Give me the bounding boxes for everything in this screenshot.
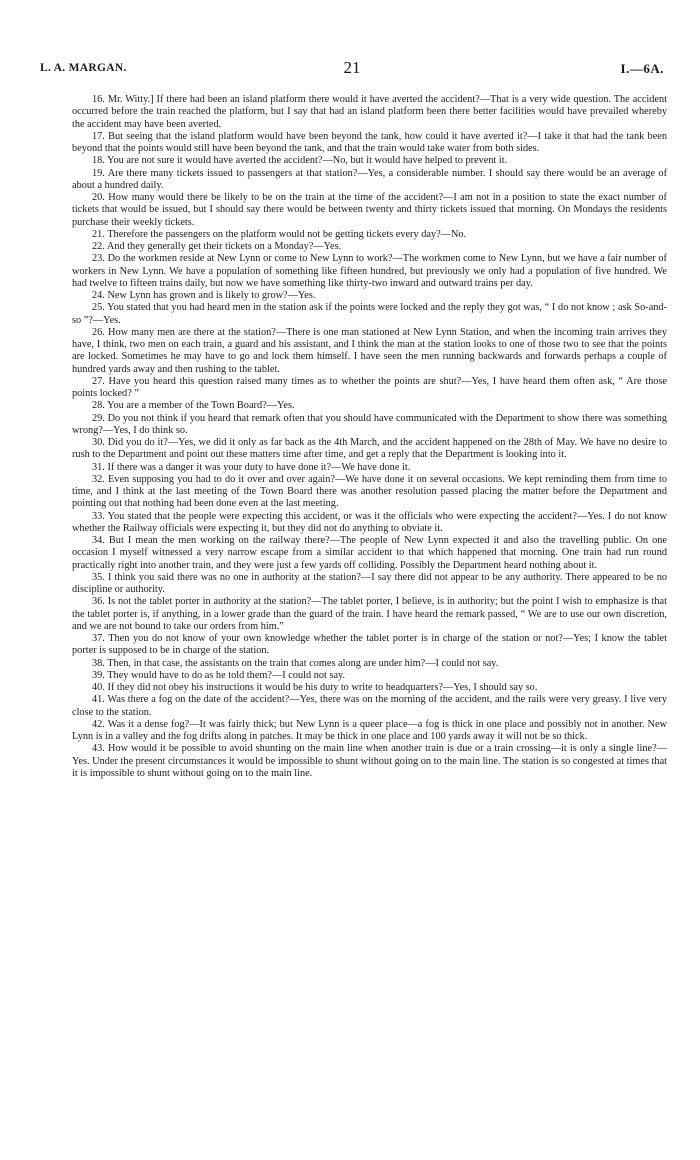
paragraph-21: 21. Therefore the passengers on the platform would not be getting tickets every day?—No. (92, 228, 467, 240)
paragraph-37: 37. Then you do not know of your own knowledge whether the tablet porter is in charge of the station or not?—Yes; I know the tablet porter is supposed to be in charge of the station. (72, 633, 667, 657)
section-code: I.—6A. (620, 61, 664, 76)
paragraph-24: 24. New Lynn has grown and is likely to grow?—Yes. (92, 290, 316, 301)
paragraph-29: 29. Do you not think if you heard that remark often that you should have communicated with the Department to show there was something wrong?—Yes, I do think so. (72, 412, 667, 436)
paragraph-22: 22. And they generally get their tickets on a Monday?—Yes. (92, 241, 342, 252)
paragraph-35: 35. I think you said there was no one in authority at the station?—I say there did not appear to be any authority. There appeared to be no discipline or authority. (72, 571, 667, 595)
paragraph-42: 42. Was it a dense fog?—It was fairly thick; but New Lynn is a queer place—a fog is thick in one place and possibly not in another. New Lynn is in a valley and the fog drifts along in patches. It may be thick in one place and 100 yards away it will not be so thick. (72, 718, 667, 742)
page-header (40, 58, 664, 82)
paragraph-31: 31. If there was a danger it was your duty to have done it?—We have done it. (92, 461, 411, 473)
paragraph-20: 20. How many would there be likely to be on the train at the time of the accident?—I am not in a position to state the exact number of tickets that would be issued, but I should say there would be between twenty and thirty tickets issued that morning. On Mondays the residents purchase their weekly tickets. (72, 192, 667, 228)
author-name: L. A. MARGAN. (40, 62, 127, 74)
paragraph-41: 41. Was there a fog on the date of the accident?—Yes, there was on the morning of the accident, and the rails were very greasy. I live very close to the station. (72, 694, 667, 718)
paragraph-23: 23. Do the workmen reside at New Lynn or come to New Lynn to work?—The workmen come to New Lynn, but we have a fair number of workers in New Lynn. We have a population of something like fifteen hundred, but previously we only had a population of five hundred. We had twelve to fifteen trains daily, but now we have something like thirty-two inward and outward trains per day. (72, 253, 667, 289)
paragraph-30: 30. Did you do it?—Yes, we did it only as far back as the 4th March, and the accident happened on the 28th of May. We have no desire to rush to the Department and point out these matters time after time, and get a reply that the Department is looking into it. (72, 437, 667, 461)
paragraph-39: 39. They would have to do as he told them?—I could not say. (92, 669, 346, 681)
paragraph-34: 34. But I mean the men working on the railway there?—The people of New Lynn expected it and also the travelling public. On one occasion I myself witnessed a very narrow escape from a similar accident to that which happened that morning. One train had run round practically right into another train, and they were just a few yards off colliding. Possibly the Department heard nothing about it. (72, 535, 667, 571)
paragraph-38: 38. Then, in that case, the assistants on the train that comes along are under him?—I could not say. (92, 657, 499, 669)
page-number: 21 (343, 58, 361, 77)
paragraph-16: 16. Mr. Witty.] If there had been an island platform there would it have averted the accident?—That is a very wide question. The accident occurred before the train reached the platform, but I say that had an island platform been there better facilities would have prevailed whereby the accident may have been averted. (72, 94, 667, 130)
paragraph-27: 27. Have you heard this question raised many times as to whether the points are shut?—Yes, I have heard them often ask, “ Are those points locked? ” (72, 375, 667, 399)
paragraph-25: 25. You stated that you had heard men in the station ask if the points were locked and the reply they got was, “ I do not know ; ask So-and-so ”?—Yes. (72, 302, 667, 326)
paragraph-26: 26. How many men are there at the station?—There is one man stationed at New Lynn Station, and when the incoming train arrives they have, I think, two men on each train, a guard and his assistant, and I think the man at the station looks to one of those two to see that the points are locked. Sometimes he may have to go and lock them himself. I have seen the men running backwards and forwards perhaps a couple of hundred yards away and then rushing to the tablet. (72, 326, 667, 375)
document-body (72, 94, 667, 780)
paragraph-17: 17. But seeing that the island platform would have been beyond the tank, how could it have averted it?—I take it that had the tank been beyond that the points would still have been beyond the tank, and that the train would take water from both sides. (72, 130, 667, 154)
paragraph-18: 18. You are not sure it would have averted the accident?—No, but it would have helped to prevent it. (92, 155, 508, 167)
paragraph-33: 33. You stated that the people were expecting this accident, or was it the officials who were expecting the accident?—Yes. I do not know whether the Railway officials were expecting it, but they did not do anything to obviate it. (72, 510, 667, 534)
paragraph-36: 36. Is not the tablet porter in authority at the station?—The tablet porter, I believe, is in authority; but the point I wish to emphasize is that the tablet porter is, if anything, in a lower grade than the guard of the train. I have heard the remark passed, “ We are to use our own discretion, and we are not bound to take our orders from him.” (72, 596, 667, 632)
paragraph-43: 43. How would it be possible to avoid shunting on the main line when another train is due or a train crossing—it is only a single line?—Yes. Under the present circumstances it would be impossible to shunt without going on to the main line. The station is so congested at times that it is impossible to shunt without going on to the main line. (72, 743, 667, 779)
paragraph-19: 19. Are there many tickets issued to passengers at that station?—Yes, a considerable number. I should say there would be an average of about a hundred daily. (72, 167, 667, 191)
paragraph-40: 40. If they did not obey his instructions it would be his duty to write to headquarters?—Yes, I should say so. (92, 682, 538, 693)
paragraph-32: 32. Even supposing you had to do it over and over again?—We have done it on several occasions. We kept reminding them from time to time, and I think at the last meeting of the Town Board there was another resolution passed placing the matter before the Department and pointing out that nothing had been done even at the last meeting. (72, 473, 667, 510)
paragraph-28: 28. You are a member of the Town Board?—Yes. (92, 400, 295, 412)
